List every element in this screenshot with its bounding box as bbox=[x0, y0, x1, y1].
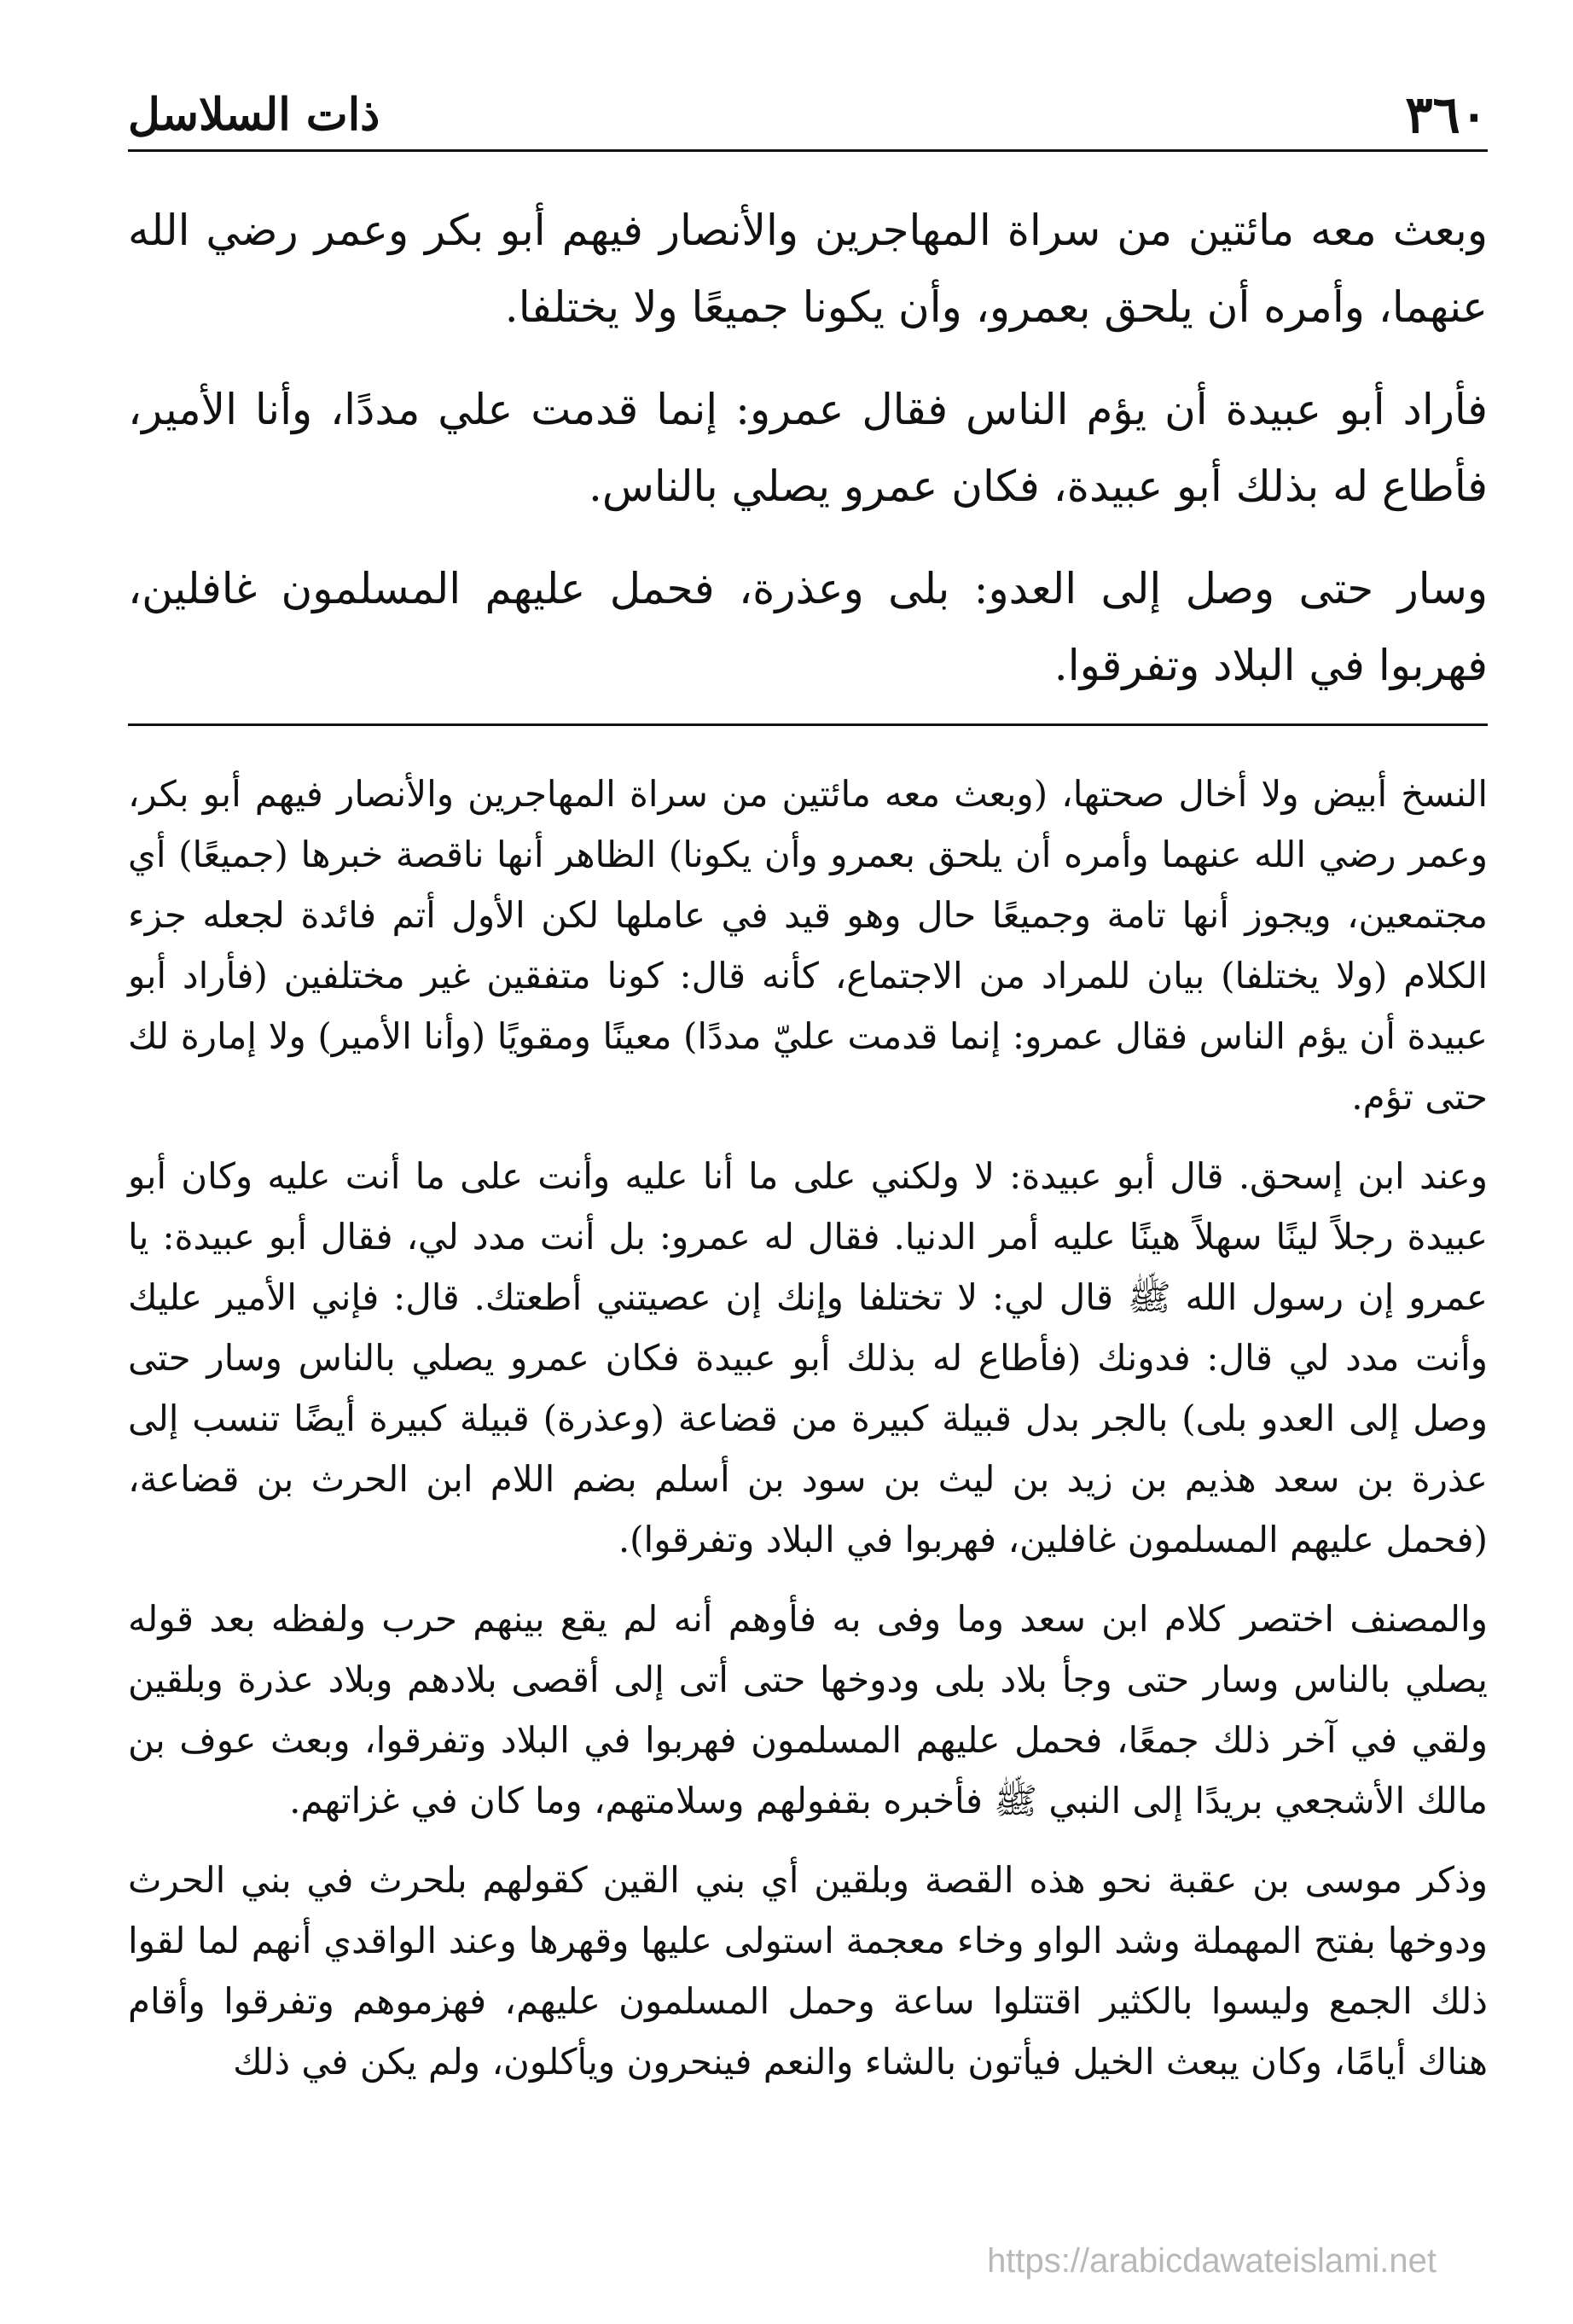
main-text bbox=[128, 192, 1488, 729]
footnote-divider bbox=[128, 723, 1488, 726]
page-header bbox=[128, 81, 1488, 152]
commentary-paragraph: وعند ابن إسحق. قال أبو عبيدة: لا ولكني على ما أنا عليه وأنت على ما أنت عليه وكان أبو عبيدة رجلاً لينًا سهلاً هينًا عليه أمر الدنيا. فقال له عمرو: بل أنت مدد لي، فقال أبو عبيدة: يا عمرو إن رسول الله ﷺ قال لي: لا تختلفا وإنك إن عصيتني أطعتك. قال: فإني الأمير عليك وأنت مدد لي قال: فدونك (فأطاع له بذلك أبو عبيدة فكان عمرو يصلي بالناس وسار حتى وصل إلى العدو بلى) بالجر بدل قبيلة كبيرة من قضاعة (وعذرة) قبيلة كبيرة أيضًا تنسب إلى عذرة بن سعد هذيم بن زيد بن ليث بن سود بن أسلم بضم اللام ابن الحرث بن قضاعة، (فحمل عليهم المسلمون غافلين، فهربوا في البلاد وتفرقوا). bbox=[128, 1155, 1488, 1560]
commentary bbox=[128, 764, 1488, 2111]
running-title: ذات السلاسل bbox=[128, 89, 380, 141]
commentary-paragraph: النسخ أبيض ولا أخال صحتها، (وبعث معه مائتين من سراة المهاجرين والأنصار فيهم أبو بكر، وعمر رضي الله عنهما وأمره أن يلحق بعمرو وأن يكونا) الظاهر أنها ناقصة خبرها (جميعًا) أي مجتمعين، ويجوز أنها تامة وجميعًا حال وهو قيد في عاملها لكن الأول أتم فائدة لجعله جزء الكلام (ولا يختلفا) بيان للمراد من الاجتماع، كأنه قال: كونا متفقين غير مختلفين (فأراد أبو عبيدة أن يؤم الناس فقال عمرو: إنما قدمت عليّ مددًا) معينًا ومقويًا (وأنا الأمير) ولا إمارة لك حتى تؤم. bbox=[128, 773, 1488, 1118]
main-paragraph: فأراد أبو عبيدة أن يؤم الناس فقال عمرو: إنما قدمت علي مددًا، وأنا الأمير، فأطاع له بذلك أبو عبيدة، فكان عمرو يصلي بالناس. bbox=[128, 385, 1488, 511]
commentary-paragraph: وذكر موسى بن عقبة نحو هذه القصة وبلقين أي بني القين كقولهم بلحرث في بني الحرث ودوخها بفتح المهملة وشد الواو وخاء معجمة استولى عليها وقهرها وعند الواقدي أنهم لما لقوا ذلك الجمع وليسوا بالكثير اقتتلوا ساعة وحمل المسلمون عليهم، فهزموهم وتفرقوا وأقام هناك أيامًا، وكان يبعث الخيل فيأتون بالشاء والنعم فينحرون ويأكلون، ولم يكن في ذلك bbox=[128, 1859, 1488, 2083]
watermark: https://arabicdawateislami.net bbox=[987, 2242, 1437, 2280]
main-paragraph: وسار حتى وصل إلى العدو: بلى وعذرة، فحمل عليهم المسلمون غافلين، فهربوا في البلاد وتفرقوا. bbox=[128, 564, 1489, 690]
main-paragraph: وبعث معه مائتين من سراة المهاجرين والأنصار فيهم أبو بكر وعمر رضي الله عنهما، وأمره أن يلحق بعمرو، وأن يكونا جميعًا ولا يختلفا. bbox=[128, 206, 1488, 332]
commentary-paragraph: والمصنف اختصر كلام ابن سعد وما وفى به فأوهم أنه لم يقع بينهم حرب ولفظه بعد قوله يصلي بالناس وسار حتى وجأ بلاد بلى ودوخها حتى أتى إلى أقصى بلادهم وبلاد عذرة وبلقين ولقي في آخر ذلك جمعًا، فحمل عليهم المسلمون فهربوا في البلاد وتفرقوا، وبعث عوف بن مالك الأشجعي بريدًا إلى النبي ﷺ فأخبره بقفولهم وسلامتهم، وما كان في غزاتهم. bbox=[128, 1598, 1488, 1821]
page-number: ٣٦٠ bbox=[1405, 85, 1488, 145]
